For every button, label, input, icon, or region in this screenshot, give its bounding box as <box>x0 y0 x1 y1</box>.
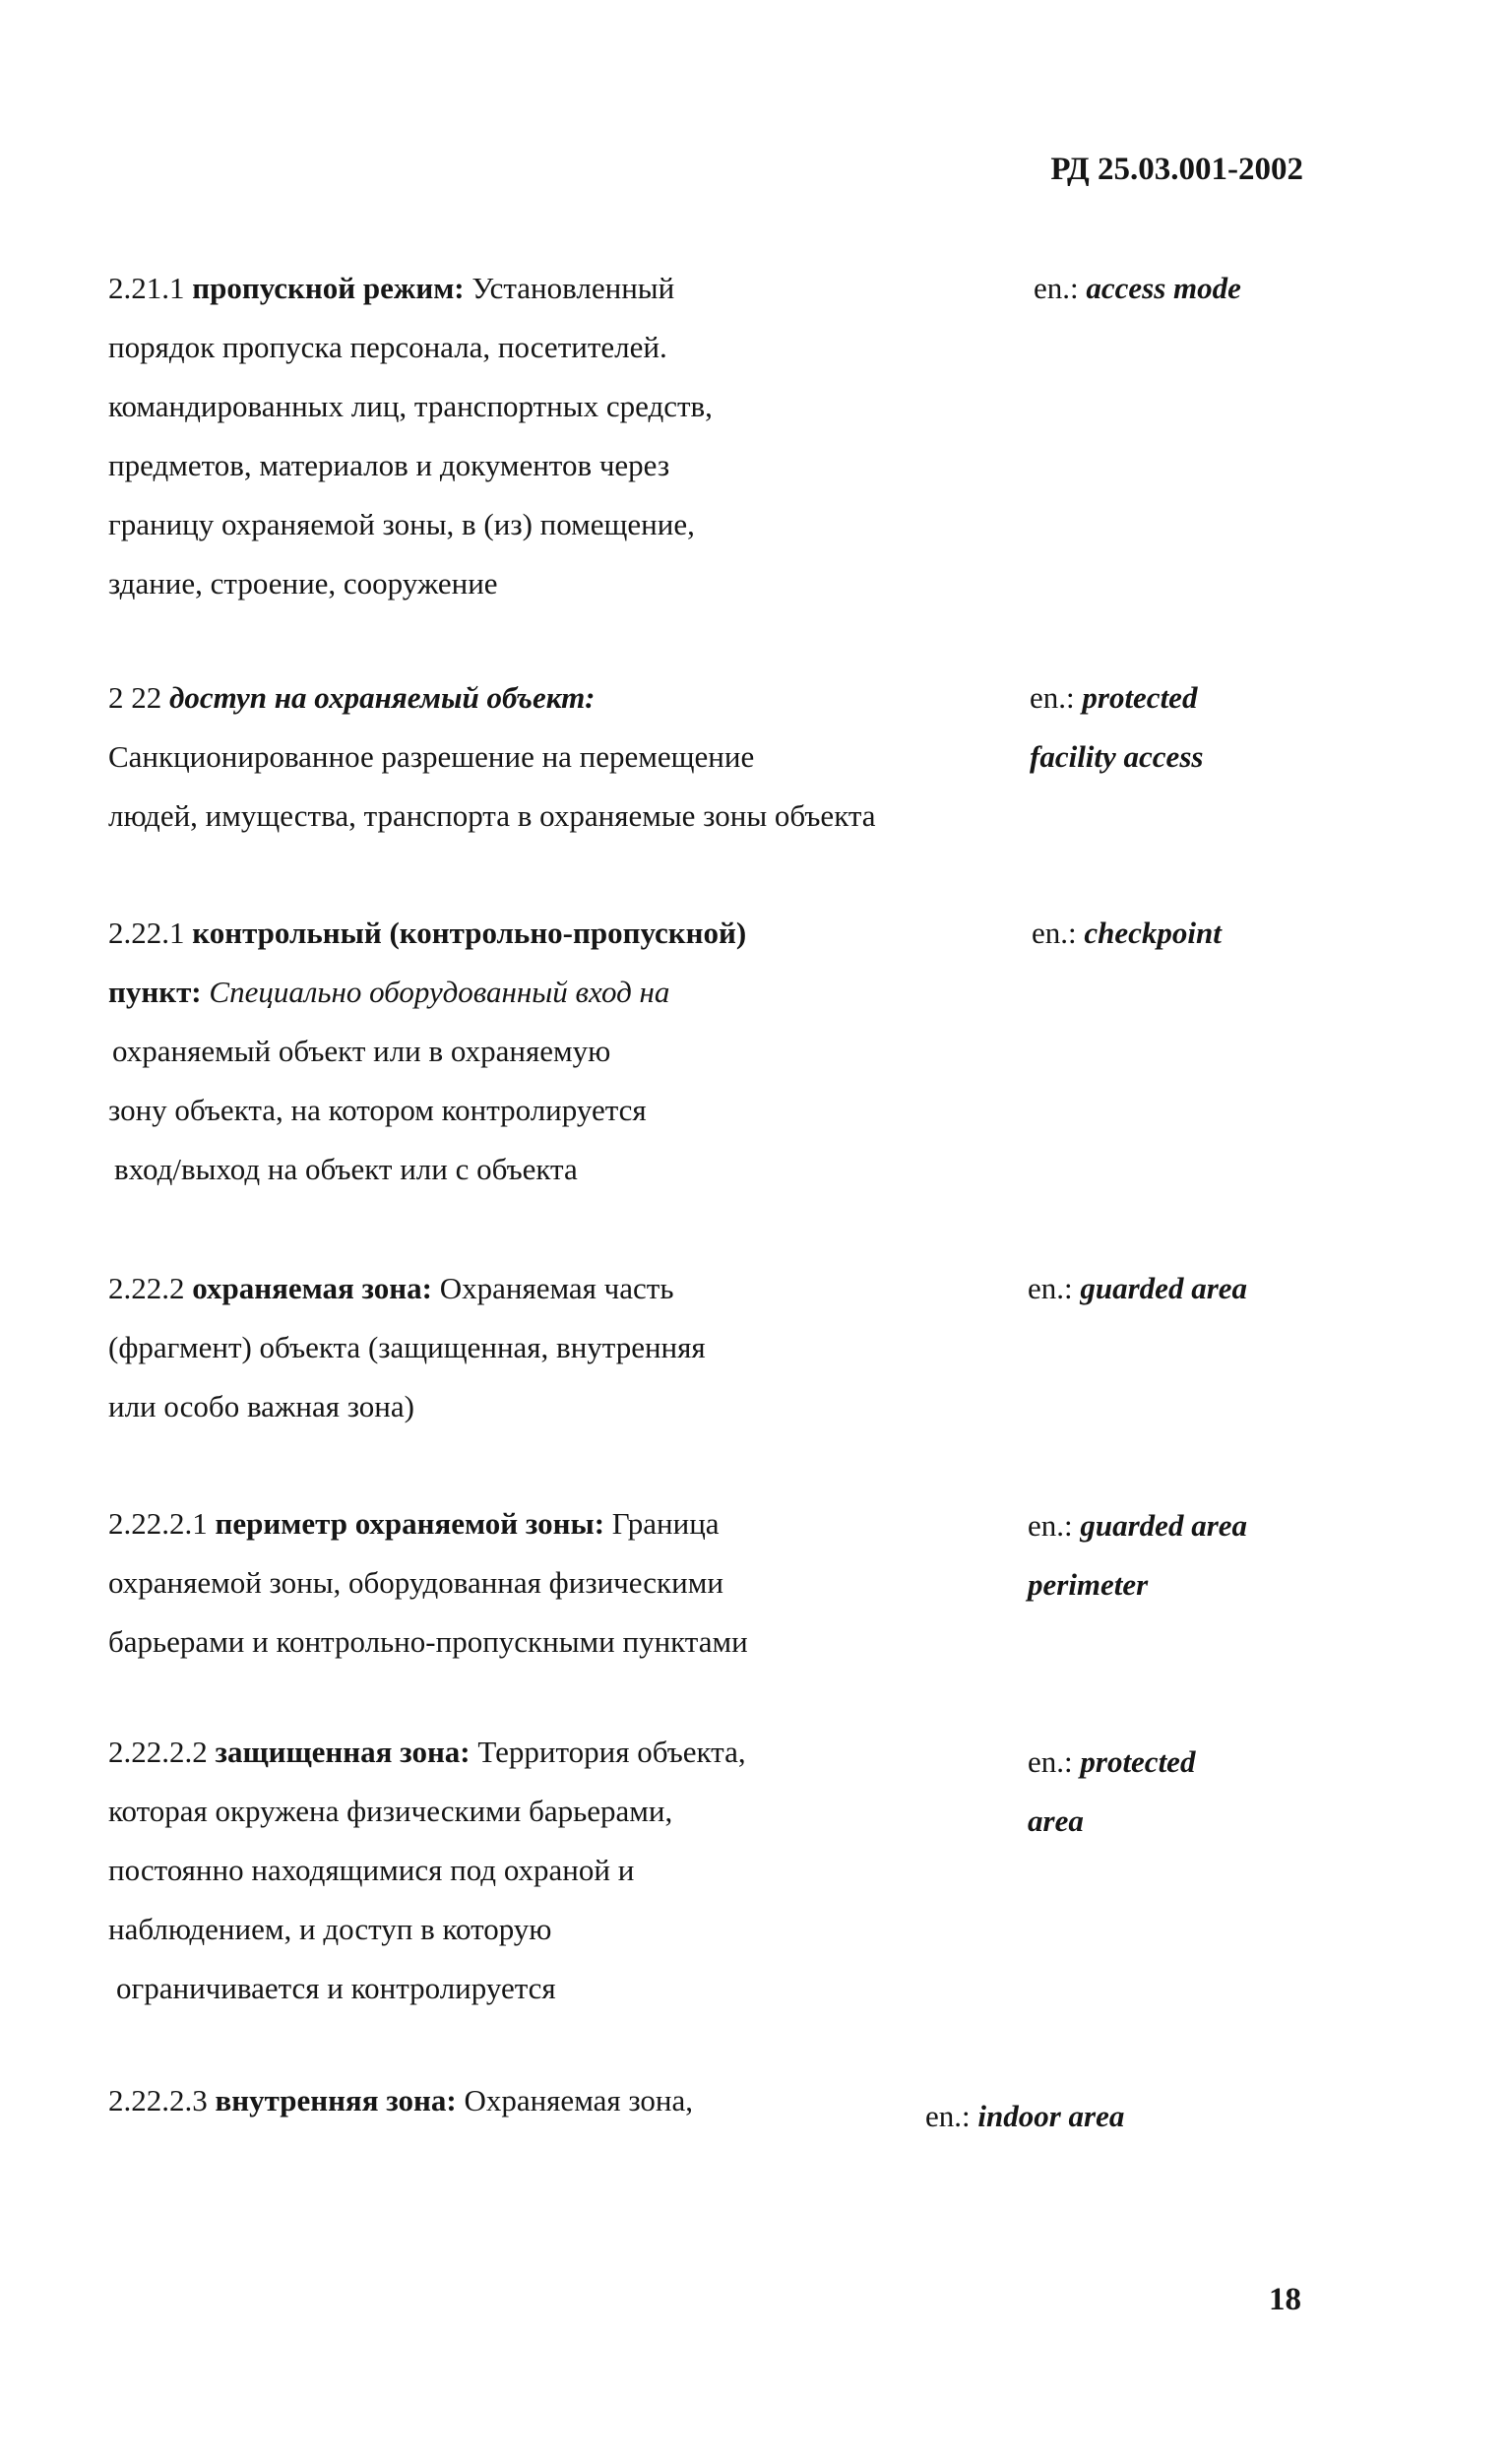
term-number: 2.22.2.1 <box>108 1506 208 1541</box>
definition-line: (фрагмент) объекта (защищенная, внутренняя <box>108 1330 706 1364</box>
definition-line: постоянно находящимися под охраной и <box>108 1853 635 1887</box>
en-prefix: en.: <box>1030 680 1075 715</box>
term-definition <box>108 1259 994 1436</box>
en-term: access mode <box>1086 271 1241 305</box>
definition-text: Граница <box>604 1506 720 1541</box>
en-term: protected <box>1080 1744 1196 1779</box>
definition-text: Установленный <box>464 271 675 305</box>
english-equivalent <box>1032 904 1222 963</box>
term-name: доступ на охраняемый объект: <box>169 680 596 715</box>
term-definition <box>108 1723 994 2018</box>
en-prefix: en.: <box>1028 1508 1073 1543</box>
definition-line: людей, имущества, транспорта в охраняемые зоны объекта <box>108 798 876 833</box>
term-entry <box>108 668 1014 846</box>
definition-line: командированных лиц, транспортных средств, <box>108 389 713 423</box>
term-number: 2.22.2.3 <box>108 2083 208 2117</box>
definition-line: порядок пропуска персонала, посетителей. <box>108 330 667 364</box>
term-definition <box>108 668 994 846</box>
term-name: охраняемая зона: <box>192 1271 432 1305</box>
term-number: 2.22.1 <box>108 916 185 950</box>
en-prefix: en.: <box>1028 1271 1073 1305</box>
page-number: 18 <box>1269 2282 1301 2317</box>
english-equivalent <box>925 2087 1124 2146</box>
definition-line: вход/выход на объект или с объекта <box>114 1152 578 1186</box>
definition-line: или особо важная зона) <box>108 1389 414 1423</box>
english-equivalent <box>1028 1259 1247 1318</box>
definition-text: Территория объекта, <box>470 1735 746 1769</box>
term-number: 2.21.1 <box>108 271 185 305</box>
definition-line: барьерами и контрольно-пропускными пунктами <box>108 1624 748 1659</box>
en-prefix: en.: <box>1034 271 1079 305</box>
term-definition <box>108 259 994 613</box>
definition-line: Санкционированное разрешение на перемещение <box>108 739 755 774</box>
definition-line: здание, строение, сооружение <box>108 566 498 600</box>
term-definition <box>108 2071 994 2130</box>
en-term: indoor area <box>977 2099 1125 2133</box>
english-equivalent <box>1028 1733 1195 1851</box>
term-name: периметр охраняемой зоны: <box>215 1506 605 1541</box>
term-definition <box>108 904 994 1199</box>
en-prefix: en.: <box>1028 1744 1073 1779</box>
definition-line: наблюдением, и доступ в которую <box>108 1912 552 1946</box>
en-term: protected <box>1082 680 1198 715</box>
en-prefix: en.: <box>1032 916 1077 950</box>
definition-line: охраняемый объект или в охраняемую <box>112 1034 611 1068</box>
term-number: 2.22.2.2 <box>108 1735 208 1769</box>
en-prefix: en.: <box>925 2099 971 2133</box>
term-name: пункт: <box>108 975 202 1009</box>
en-term: perimeter <box>1028 1567 1149 1602</box>
term-entry <box>108 1494 1014 1672</box>
english-equivalent <box>1034 259 1241 318</box>
definition-text: Охраняемая часть <box>432 1271 674 1305</box>
document-code: РД 25.03.001-2002 <box>1050 152 1303 187</box>
en-term: guarded area <box>1080 1271 1248 1305</box>
definition-line: предметов, материалов и документов через <box>108 448 670 482</box>
en-term: area <box>1028 1803 1084 1838</box>
definition-line: границу охраняемой зоны, в (из) помещение, <box>108 507 695 541</box>
term-number: 2.22.2 <box>108 1271 185 1305</box>
term-number: 2 22 <box>108 680 162 715</box>
term-definition <box>108 1494 994 1672</box>
term-name: защищенная зона: <box>215 1735 471 1769</box>
definition-text: Специально оборудованный вход на <box>201 975 670 1009</box>
definition-line: зону объекта, на котором контролируется <box>108 1093 647 1127</box>
term-name: пропускной режим: <box>192 271 465 305</box>
term-entry <box>108 2071 1014 2130</box>
term-entry <box>108 259 1014 613</box>
term-entry <box>108 1723 1014 2018</box>
definition-text: Охраняемая зона, <box>456 2083 694 2117</box>
en-term: guarded area <box>1080 1508 1248 1543</box>
definition-line: ограничивается и контролируется <box>116 1971 556 2005</box>
english-equivalent <box>1030 668 1203 787</box>
term-entry <box>108 904 1014 1199</box>
definition-line: охраняемой зоны, оборудованная физическими <box>108 1565 723 1600</box>
term-entry <box>108 1259 1014 1436</box>
en-term: checkpoint <box>1084 916 1222 950</box>
en-term: facility access <box>1030 739 1204 774</box>
english-equivalent <box>1028 1496 1247 1614</box>
term-name: контрольный (контрольно-пропускной) <box>192 916 747 950</box>
definition-line: которая окружена физическими барьерами, <box>108 1794 673 1828</box>
term-name: внутренняя зона: <box>215 2083 457 2117</box>
